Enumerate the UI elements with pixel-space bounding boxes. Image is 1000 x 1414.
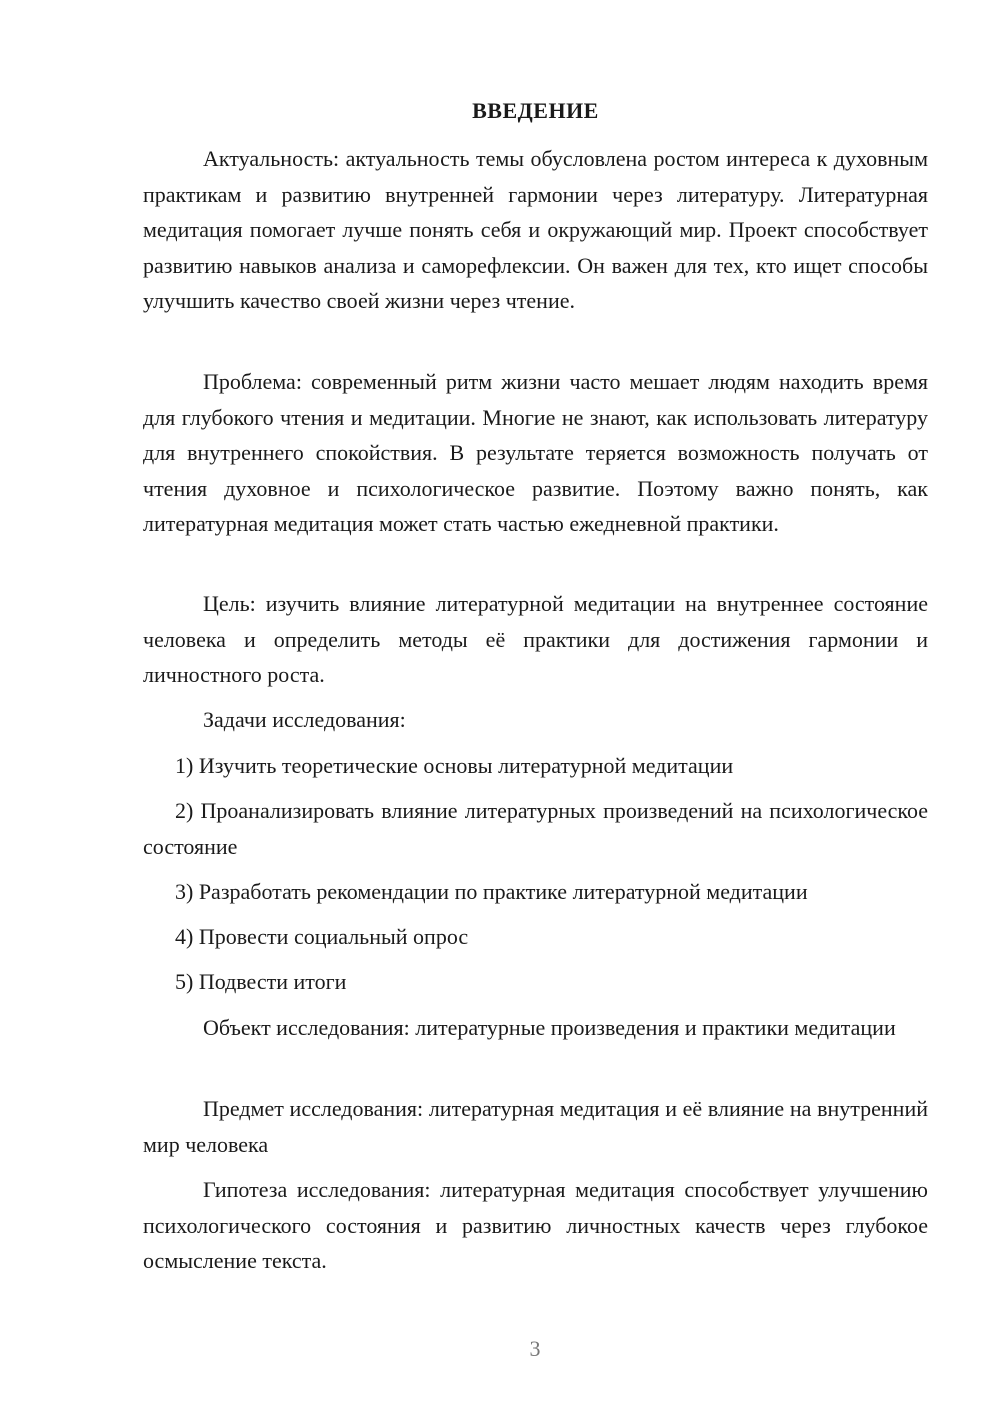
task-item-3: 3) Разработать рекомендации по практике литературной медитации <box>175 879 808 904</box>
page-title: ВВЕДЕНИЕ <box>472 98 599 123</box>
task-item-5: 5) Подвести итоги <box>175 969 347 994</box>
task-item-2: 2) Проанализировать влияние литературных произведений на психологическое состояние <box>143 798 928 859</box>
task-item-1: 1) Изучить теоретические основы литературной медитации <box>175 753 734 778</box>
paragraph-goal: Цель: изучить влияние литературной медитации на внутреннее состояние человека и определить методы её практики для достижения гармонии и личностного роста. <box>143 591 928 687</box>
paragraph-problem: Проблема: современный ритм жизни часто мешает людям находить время для глубокого чтения и медитации. Многие не знают, как использовать литературу для внутреннего спокойствия. В результате теряется возможность получать от чтения духовное и психологическое развитие. Поэтому важно понять, как литературная медитация может стать частью ежедневной практики. <box>143 369 928 536</box>
paragraph-tasks-heading: Задачи исследования: <box>203 707 406 732</box>
paragraph-subject: Предмет исследования: литературная медитация и её влияние на внутренний мир человека <box>143 1096 928 1157</box>
task-item-4: 4) Провести социальный опрос <box>175 924 469 949</box>
paragraph-relevance: Актуальность: актуальность темы обусловлена ростом интереса к духовным практикам и развитию внутренней гармонии через литературу. Литературная медитация помогает лучше понять себя и окружающий мир. Проект способствует развитию навыков анализа и саморефлексии. Он важен для тех, кто ищет способы улучшить качество своей жизни через чтение. <box>143 146 928 313</box>
paragraph-hypothesis: Гипотеза исследования: литературная медитация способствует улучшению психологического состояния и развитию личностных качеств через глубокое осмысление текста. <box>143 1177 928 1273</box>
page-number: 3 <box>529 1336 541 1361</box>
paragraph-object: Объект исследования: литературные произведения и практики медитации <box>203 1015 896 1040</box>
